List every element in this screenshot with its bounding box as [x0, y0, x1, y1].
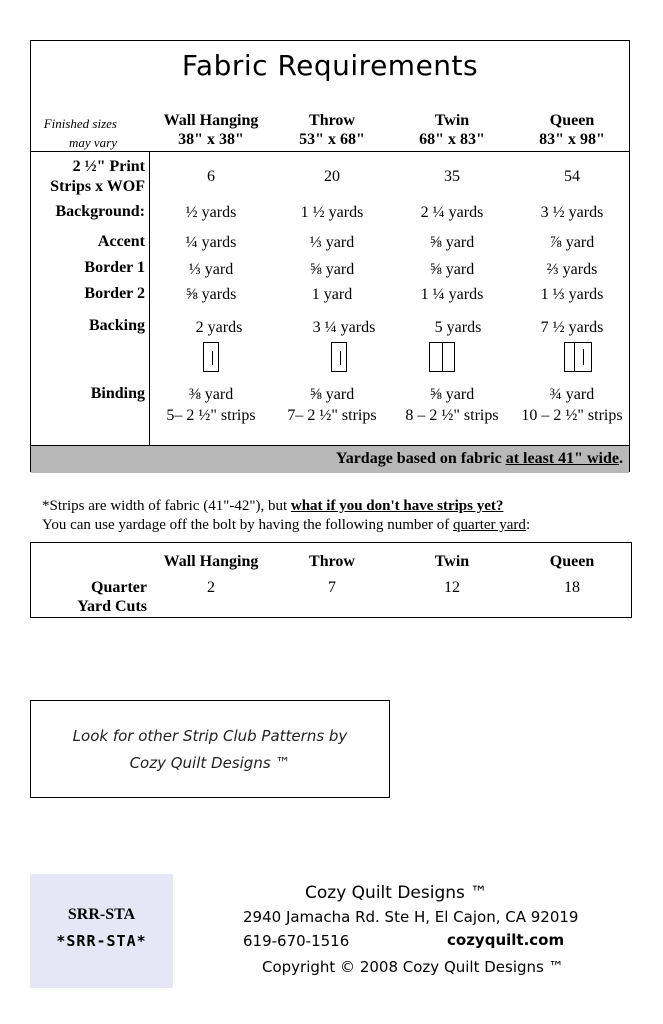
strip-note-line-2: You can use yardage off the bolt by having the following number of quarter yard: [42, 517, 531, 533]
border2-queen: 1 ⅓ yards [540, 286, 604, 303]
background-twin: 2 ¼ yards [420, 204, 484, 221]
quarter-throw: 7 [328, 579, 336, 596]
promo-line-1: Look for other Strip Club Patterns by [72, 727, 348, 745]
background-throw: 1 ½ yards [300, 204, 364, 221]
border1-wall-hanging: ⅓ yard [188, 261, 234, 278]
header-divider [31, 151, 629, 152]
accent-twin: ⅝ yard [429, 234, 475, 251]
may-vary-note: may vary [68, 135, 117, 150]
strips-twin: 35 [444, 168, 460, 185]
copyright-text: Copyright © 2008 Cozy Quilt Designs ™ [262, 958, 564, 976]
strips-wall-hanging: 6 [207, 168, 215, 185]
backing-layout-throw-icon [331, 342, 347, 372]
row-label-backing: Backing [88, 317, 145, 334]
border1-queen: ⅔ yards [546, 261, 598, 278]
row-label-border-2: Border 2 [84, 285, 145, 302]
binding-queen: ¾ yard [549, 386, 595, 403]
row-label-strips-2: Strips x WOF [50, 178, 145, 195]
sku-box [30, 874, 173, 988]
binding-wall-hanging: ⅜ yard [188, 386, 234, 403]
binding-twin: ⅝ yard [429, 386, 475, 403]
quarter-header-queen: Queen [549, 553, 595, 570]
row-label-accent: Accent [97, 233, 145, 250]
column-header-queen: Queen 83" x 98" [539, 112, 605, 148]
quarter-wall-hanging: 2 [207, 579, 215, 596]
quarter-twin: 12 [444, 579, 460, 596]
backing-queen: 7 ½ yards [540, 319, 604, 336]
strips-queen: 54 [564, 168, 580, 185]
border2-throw: 1 yard [311, 286, 353, 303]
strip-note-line-1: *Strips are width of fabric (41"-42"), but what if you don't have strips yet? [42, 498, 504, 514]
quarter-label-2: Yard Cuts [77, 598, 147, 615]
accent-throw: ⅓ yard [309, 234, 355, 251]
backing-wall-hanging: 2 yards [195, 319, 243, 336]
strips-throw: 20 [324, 168, 340, 185]
backing-layout-queen-icon [564, 342, 592, 372]
binding-strips-queen: 10 – 2 ½" strips [521, 407, 623, 424]
binding-strips-wall-hanging: 5– 2 ½" strips [166, 407, 256, 424]
company-address: 2940 Jamacha Rd. Ste H, El Cajon, CA 92019 [243, 908, 579, 926]
row-label-background: Background: [55, 203, 145, 220]
sku-barcode: *SRR-STA* [56, 932, 147, 950]
row-label-border-1: Border 1 [84, 259, 145, 276]
border2-twin: 1 ¼ yards [420, 286, 484, 303]
promo-box [30, 700, 390, 798]
column-header-twin: Twin 68" x 83" [419, 112, 485, 148]
quarter-header-twin: Twin [434, 553, 470, 570]
backing-throw: 3 ¼ yards [312, 319, 376, 336]
company-name: Cozy Quilt Designs ™ [305, 883, 488, 903]
border1-twin: ⅝ yard [429, 261, 475, 278]
finished-sizes-note: Finished sizes [43, 116, 117, 131]
accent-queen: ⅞ yard [549, 234, 595, 251]
quarter-yard-table [30, 542, 632, 618]
company-phone: 619-670-1516 [243, 932, 350, 950]
border1-throw: ⅝ yard [309, 261, 355, 278]
accent-wall-hanging: ¼ yards [185, 234, 237, 251]
border2-wall-hanging: ⅝ yards [185, 286, 237, 303]
column-header-throw: Throw 53" x 68" [299, 112, 365, 148]
backing-twin: 5 yards [434, 319, 482, 336]
sku-code: SRR-STA [67, 906, 136, 923]
company-website-link[interactable]: cozyquilt.com [447, 931, 565, 949]
row-label-strips-1: 2 ½" Print [72, 158, 145, 175]
background-queen: 3 ½ yards [540, 204, 604, 221]
label-column-divider [149, 151, 150, 445]
binding-throw: ⅝ yard [309, 386, 355, 403]
quarter-header-wall-hanging: Wall Hanging [163, 553, 259, 570]
yardage-footer-text: Yardage based on fabric at least 41" wide. [335, 450, 623, 467]
binding-strips-twin: 8 – 2 ½" strips [405, 407, 499, 424]
page-title: Fabric Requirements [181, 49, 479, 82]
quarter-queen: 18 [564, 579, 580, 596]
column-header-wall-hanging: Wall Hanging 38" x 38" [163, 112, 259, 148]
promo-line-2: Cozy Quilt Designs ™ [129, 754, 291, 772]
background-wall-hanging: ½ yards [185, 204, 237, 221]
quarter-header-throw: Throw [309, 553, 355, 570]
fabric-requirements-table [30, 40, 630, 472]
backing-layout-twin-icon [429, 342, 455, 372]
row-label-binding: Binding [90, 385, 145, 402]
backing-layout-wall-hanging-icon [203, 342, 219, 372]
binding-strips-throw: 7– 2 ½" strips [287, 407, 377, 424]
quarter-label-1: Quarter [91, 579, 147, 596]
yardage-footer-bar [31, 445, 629, 473]
